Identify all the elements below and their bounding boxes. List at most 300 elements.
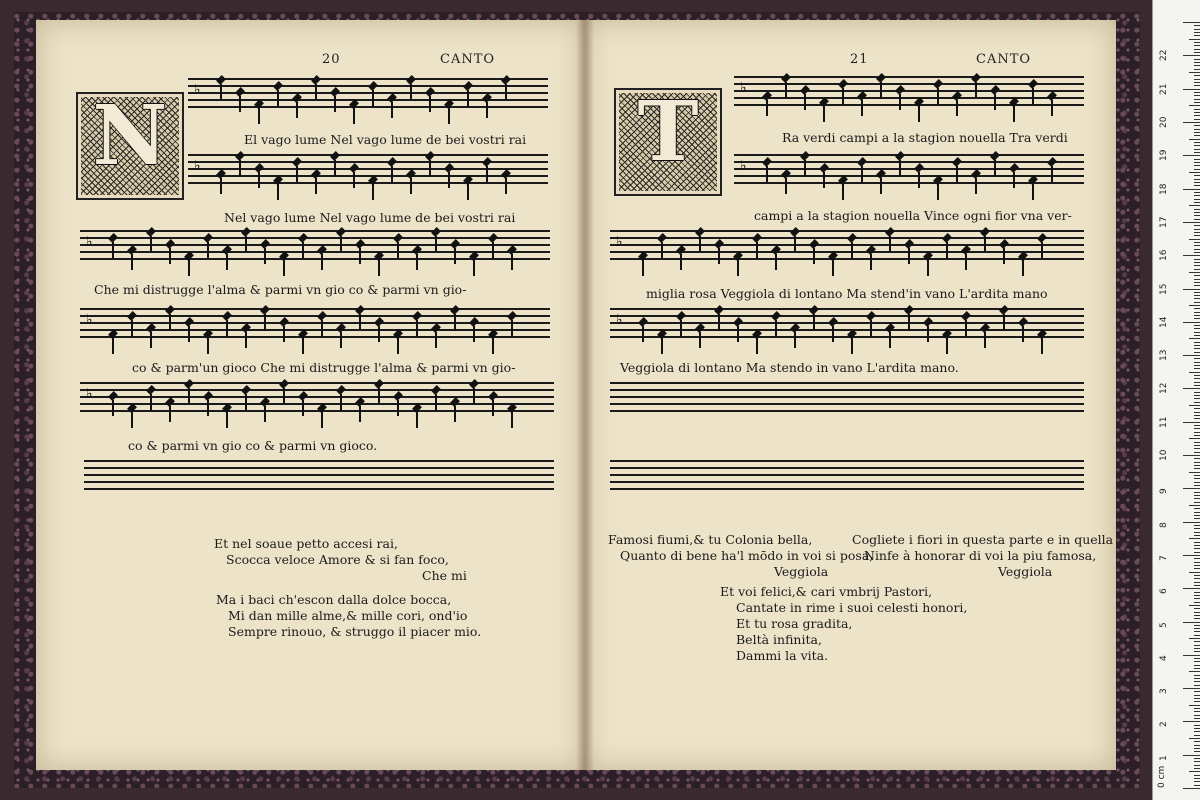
voice-label-right: CANTO [976,52,1032,67]
verse-3-line-4: Beltà infinita, [736,632,822,647]
ruler-tick [1189,39,1200,40]
verse-3-line-2: Cantate in rime i suoi celesti honori, [736,600,968,615]
ruler-tick [1194,432,1200,433]
ruler-tick [1194,95,1200,96]
ruler-unit: 0 cm [1157,765,1167,788]
note-stem [150,332,152,348]
note-stem [169,248,171,264]
ruler-tick [1194,482,1200,483]
ruler-number: 18 [1159,183,1169,195]
ruler-tick [1194,448,1200,449]
ruler-tick [1194,302,1200,303]
empty-staff-right-2 [610,460,1084,490]
note-stem [245,236,247,252]
staff-line [610,308,1084,310]
ruler-tick [1194,498,1200,499]
ruler-tick [1194,768,1200,769]
ruler-tick [1183,155,1200,156]
ruler-tick [1194,508,1200,509]
ruler-tick [1194,385,1200,386]
ruler-tick [1194,661,1200,662]
note-stem [340,394,342,410]
ruler-tick [1194,335,1200,336]
staff-line [80,258,550,260]
note-stem [353,108,355,124]
ruler-tick [1194,648,1200,649]
ruler-tick [1194,398,1200,399]
note-stem [756,242,758,258]
ruler-tick [1194,82,1200,83]
verse-2-line-1: Ma i baci ch'escon dalla dolce bocca, [216,592,452,607]
note-stem [258,172,260,188]
note-stem [410,84,412,100]
ruler-tick [1194,625,1200,626]
note-stem [454,314,456,330]
ruler-tick [1183,388,1200,389]
verse-block-2 [216,592,481,640]
note-stem [492,400,494,416]
note-stem [112,338,114,354]
ruler-tick [1194,185,1200,186]
verse-block-3 [720,584,967,664]
note-stem [359,406,361,422]
ruler-tick [1194,525,1200,526]
note-stem [353,172,355,188]
staff-line [188,99,548,101]
note-stem [188,260,190,276]
ruler-tick [1183,222,1200,223]
note-stem [391,102,393,118]
ruler-tick [1194,52,1200,53]
ruler-tick [1194,442,1200,443]
note-stem [112,242,114,258]
note-stem [169,314,171,330]
ruler-tick [1183,788,1200,789]
note-stem [410,178,412,194]
ruler-tick [1194,382,1200,383]
note-stem [416,254,418,270]
note-stem [258,108,260,124]
note-stem [378,260,380,276]
ruler-tick [1194,29,1200,30]
note-stem [131,412,133,428]
note-stem [804,160,806,176]
ruler-tick [1194,102,1200,103]
note-stem [927,326,929,342]
ruler-tick [1194,75,1200,76]
ruler-tick [1194,711,1200,712]
note-stem [1041,242,1043,258]
staff-3 [80,230,550,260]
ruler-tick [1194,425,1200,426]
empty-staff-right-1 [610,382,1084,412]
ruler-tick [1194,149,1200,150]
ruler-tick [1189,372,1200,373]
note-stem [207,338,209,354]
lyric-line-r2: campi a la stagion nouella Vince ogni fior vna ver- [754,208,1072,223]
clef-symbol: ♭ [616,312,623,328]
ruler-tick [1194,109,1200,110]
note-stem [1003,248,1005,264]
clef-symbol: ♭ [740,80,747,96]
note-stem [334,96,336,112]
staff-r2 [734,154,1084,184]
note-stem [880,178,882,194]
ruler-tick [1194,502,1200,503]
ruler-number: 15 [1159,283,1169,295]
ruler-tick [1194,402,1200,403]
ruler-tick [1194,285,1200,286]
note-stem [994,160,996,176]
verse-c2-line-1: Cogliete i fiori in questa parte e in quella [852,532,1114,547]
note-stem [1022,260,1024,276]
note-stem [207,242,209,258]
ruler-tick [1189,305,1200,306]
ruler-tick [1183,588,1200,589]
ruler-tick [1194,558,1200,559]
ruler-tick [1194,578,1200,579]
ruler-tick [1194,718,1200,719]
ruler-tick [1194,565,1200,566]
staff-line [610,230,1084,232]
ruler-tick [1194,585,1200,586]
staff-line [734,154,1084,156]
ruler-tick [1194,249,1200,250]
ruler-number: 10 [1159,449,1169,461]
ruler-tick [1194,292,1200,293]
note-stem [429,96,431,112]
note-stem [372,90,374,106]
note-stem [965,320,967,336]
ruler-tick [1194,628,1200,629]
ruler-tick [1194,592,1200,593]
ruler-tick [1194,395,1200,396]
note-stem [454,248,456,264]
ruler-tick [1194,315,1200,316]
note-stem [296,102,298,118]
note-stem [340,236,342,252]
ruler-tick [1194,641,1200,642]
ruler-tick [1194,452,1200,453]
lyric-line-r4: Veggiola di lontano Ma stendo in vano L'ardita mano. [620,360,959,375]
ruler-tick [1194,169,1200,170]
ruler-tick [1194,595,1200,596]
ruler-tick [1183,655,1200,656]
staff-line [610,336,1084,338]
empty-staff-left [84,460,554,490]
ruler-tick [1194,62,1200,63]
staff-line [610,481,1084,483]
note-stem [699,236,701,252]
staff-5 [80,382,554,412]
ruler-tick [1194,332,1200,333]
ruler-tick [1194,99,1200,100]
note-stem [473,326,475,342]
ruler-tick [1194,701,1200,702]
ruler-tick [1194,345,1200,346]
note-stem [908,248,910,264]
note-stem [766,166,768,182]
ruler-tick [1194,725,1200,726]
note-stem [851,338,853,354]
verse-c2-line-3: Veggiola [998,564,1053,579]
ruler-tick [1194,698,1200,699]
note-stem [283,388,285,404]
note-stem [283,260,285,276]
ruler-tick [1194,575,1200,576]
ruler-number: 9 [1159,488,1169,495]
left-page [36,20,584,770]
ruler-tick [1194,751,1200,752]
ruler-tick [1194,542,1200,543]
ruler-tick [1183,555,1200,556]
verse-c1-line-1: Famosi fiumi,& tu Colonia bella, [608,532,813,547]
note-stem [661,338,663,354]
note-stem [511,254,513,270]
staff-line [188,175,548,177]
ruler-tick [1183,322,1200,323]
ruler-tick [1194,528,1200,529]
ruler-tick [1194,731,1200,732]
note-stem [766,100,768,116]
note-stem [245,332,247,348]
ruler-tick [1194,35,1200,36]
note-stem [435,394,437,410]
staff-line [84,488,554,490]
ruler-tick [1194,135,1200,136]
note-stem [756,338,758,354]
page-number-left: 20 [322,52,341,67]
ruler-tick [1183,189,1200,190]
clef-symbol: ♭ [86,312,93,328]
ruler-tick [1194,412,1200,413]
staff-r3 [610,230,1084,260]
note-stem [889,236,891,252]
note-stem [1041,338,1043,354]
ruler-tick [1194,259,1200,260]
note-stem [899,160,901,176]
ruler-tick [1183,22,1200,23]
ruler-tick [1194,562,1200,563]
ruler-tick [1194,142,1200,143]
ruler-tick [1183,755,1200,756]
note-stem [956,100,958,116]
note-stem [851,242,853,258]
ruler-number: 8 [1159,521,1169,528]
right-page [584,20,1116,770]
staff-4 [80,308,550,338]
ruler-tick [1194,685,1200,686]
note-stem [804,94,806,110]
ruler-tick [1194,545,1200,546]
ruler-tick [1194,192,1200,193]
note-stem [1022,326,1024,342]
staff-line [610,382,1084,384]
verse-c1-line-3: Veggiola [774,564,829,579]
ruler-tick [1194,418,1200,419]
note-stem [737,326,739,342]
ruler-tick [1194,618,1200,619]
ruler-tick [1194,612,1200,613]
staff-line [188,78,548,80]
ruler-tick [1194,681,1200,682]
note-stem [277,184,279,200]
note-stem [473,388,475,404]
lyric-line-r1: Ra verdi campi a la stagion nouella Tra verdi [782,130,1068,145]
note-stem [188,388,190,404]
note-stem [473,260,475,276]
ruler-tick [1189,505,1200,506]
ruler-tick [1194,458,1200,459]
ruler-tick [1194,125,1200,126]
ruler-tick [1189,638,1200,639]
note-stem [984,332,986,348]
ruler-tick [1189,405,1200,406]
note-stem [842,184,844,200]
ruler-tick [1194,495,1200,496]
ruler-tick [1194,225,1200,226]
note-stem [169,406,171,422]
note-stem [775,254,777,270]
note-stem [661,242,663,258]
note-stem [220,178,222,194]
note-stem [239,96,241,112]
note-stem [226,412,228,428]
note-stem [899,94,901,110]
ruler-tick [1189,572,1200,573]
ruler-tick [1194,665,1200,666]
staff-line [84,481,554,483]
note-stem [245,394,247,410]
decorated-initial-n [76,92,184,200]
staff-r1 [734,76,1084,106]
verse-2-line-3: Sempre rinouo, & struggo il piacer mio. [228,624,482,639]
note-stem [112,400,114,416]
ruler-tick [1194,145,1200,146]
ruler-tick [1194,195,1200,196]
ruler-tick [1194,269,1200,270]
note-stem [718,248,720,264]
ruler-tick [1189,705,1200,706]
ruler-tick [1194,485,1200,486]
note-stem [937,184,939,200]
staff-line [610,467,1084,469]
note-stem [505,84,507,100]
ruler-tick [1194,675,1200,676]
book-gutter [576,20,594,770]
initial-letter: T [637,88,699,180]
ruler-tick [1194,775,1200,776]
note-stem [277,90,279,106]
ruler-number: 21 [1159,83,1169,95]
ruler-tick [1194,615,1200,616]
verse-col-2 [852,532,1113,580]
ruler-tick [1194,212,1200,213]
ruler-tick [1194,265,1200,266]
ruler-number: 16 [1159,249,1169,262]
note-stem [226,254,228,270]
ruler-tick [1194,715,1200,716]
staff-line [84,467,554,469]
note-stem [150,236,152,252]
ruler-tick [1194,708,1200,709]
note-stem [492,338,494,354]
ruler-tick [1183,622,1200,623]
ruler-tick [1183,688,1200,689]
note-stem [334,160,336,176]
staff-line [188,168,548,170]
note-stem [467,184,469,200]
verse-3-line-5: Dammi la vita. [736,648,829,663]
ruler-number: 11 [1159,416,1169,428]
note-stem [378,326,380,342]
note-stem [264,406,266,422]
note-stem [823,106,825,122]
staff-line [610,460,1084,462]
ruler-tick [1194,175,1200,176]
clef-symbol: ♭ [616,234,623,250]
ruler-tick [1194,65,1200,66]
ruler-tick [1189,72,1200,73]
measurement-ruler [1152,0,1200,800]
note-stem [642,260,644,276]
note-stem [511,412,513,428]
staff-line [610,396,1084,398]
clef-symbol: ♭ [86,386,93,402]
staff-line [610,474,1084,476]
note-stem [150,394,152,410]
ruler-tick [1194,162,1200,163]
note-stem [340,332,342,348]
note-stem [946,242,948,258]
note-stem [220,84,222,100]
verse-block-1 [214,536,467,584]
ruler-tick [1194,478,1200,479]
ruler-number: 14 [1159,316,1169,328]
ruler-tick [1194,781,1200,782]
note-stem [264,314,266,330]
ruler-tick [1194,235,1200,236]
note-stem [794,236,796,252]
ruler-tick [1183,455,1200,456]
ruler-tick [1183,122,1200,123]
note-stem [321,320,323,336]
ruler-number: 19 [1159,149,1169,162]
note-stem [454,406,456,422]
ruler-tick [1194,465,1200,466]
note-stem [699,332,701,348]
note-stem [1051,166,1053,182]
ruler-tick [1194,79,1200,80]
ruler-tick [1194,728,1200,729]
note-stem [467,90,469,106]
ruler-tick [1194,295,1200,296]
note-stem [908,314,910,330]
ruler-tick [1189,738,1200,739]
page-number-right: 21 [850,52,869,67]
ruler-tick [1194,408,1200,409]
ruler-number: 13 [1159,349,1169,362]
decorated-initial-t [614,88,722,196]
ruler-number: 5 [1159,621,1169,628]
verse-3-line-1: Et voi felici,& cari vmbrij Pastori, [720,584,933,599]
staff-line [610,488,1084,490]
note-stem [448,172,450,188]
ruler-tick [1194,435,1200,436]
lyric-line-1: El vago lume Nel vago lume de bei vostri rai [244,132,527,147]
staff-1 [188,78,548,108]
note-stem [435,332,437,348]
